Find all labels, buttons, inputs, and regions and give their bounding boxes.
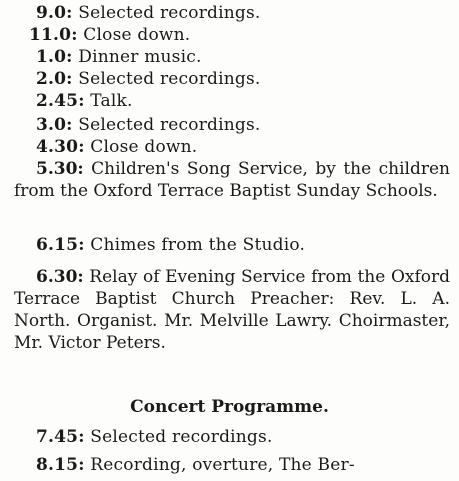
entry-time: 9.0: xyxy=(36,3,73,23)
entry-time: 2.0: xyxy=(36,69,73,89)
entry-text: Recording, overture, The Ber- xyxy=(84,455,355,475)
schedule-entry xyxy=(36,46,202,68)
section-heading: Concert Programme. xyxy=(130,397,329,417)
schedule-entry xyxy=(36,2,261,24)
schedule-entry xyxy=(36,454,355,476)
entry-text: Selected recordings. xyxy=(72,69,261,89)
schedule-entry xyxy=(36,90,133,112)
schedule-entry xyxy=(36,136,197,158)
entry-text: Children's Song Service, by the children from the Oxford Terrace Baptist Sunday Schools. xyxy=(14,159,450,201)
entry-text: Selected recordings. xyxy=(72,3,261,23)
entry-text: Relay of Evening Service from the Oxford Terrace Baptist Church Preacher: Rev. L. A. North. Organist. Mr. Melville Lawry. Choirmaster, Mr. Victor Peters. xyxy=(14,267,450,353)
entry-text: Selected recordings. xyxy=(84,427,273,447)
entry-time: 2.45: xyxy=(36,91,85,111)
schedule-entry-multiline xyxy=(14,158,450,202)
entry-time: 4.30: xyxy=(36,137,85,157)
entry-time: 6.15: xyxy=(36,235,85,255)
entry-text: Dinner music. xyxy=(72,47,202,67)
entry-time: 6.30: xyxy=(36,267,84,287)
schedule-entry xyxy=(36,426,273,448)
schedule-entry xyxy=(36,114,261,136)
entry-time: 11.0: xyxy=(29,25,78,45)
schedule-entry xyxy=(36,234,305,256)
entry-text: Talk. xyxy=(84,91,133,111)
schedule-entry xyxy=(29,24,190,46)
entry-time: 1.0: xyxy=(36,47,73,67)
entry-text: Chimes from the Studio. xyxy=(84,235,306,255)
entry-time: 5.30: xyxy=(36,159,84,179)
entry-text: Close down. xyxy=(84,137,198,157)
entry-time: 8.15: xyxy=(36,455,85,475)
entry-text: Close down. xyxy=(77,25,191,45)
schedule-entry xyxy=(36,68,261,90)
entry-time: 7.45: xyxy=(36,427,85,447)
entry-time: 3.0: xyxy=(36,115,73,135)
schedule-entry-multiline xyxy=(14,266,450,354)
entry-text: Selected recordings. xyxy=(72,115,261,135)
